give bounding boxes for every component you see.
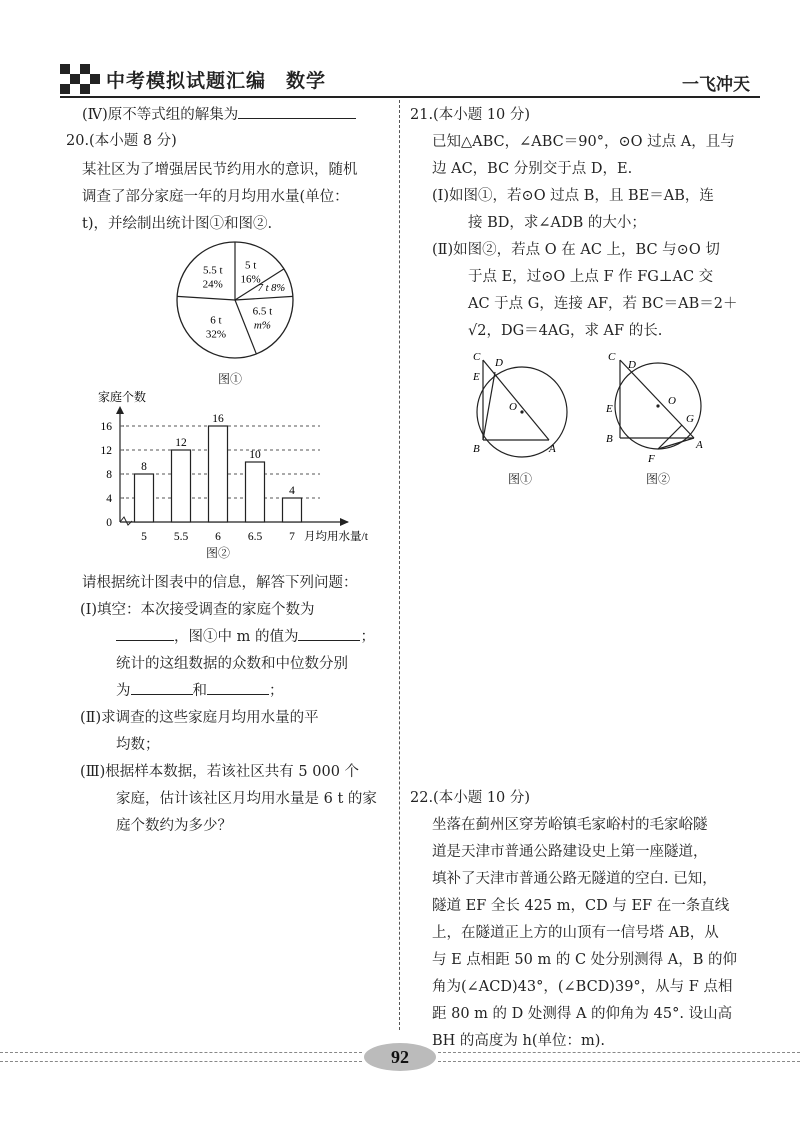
bar-value-label: 12 [175, 437, 187, 449]
q22-line-6: 与 E 点相距 50 m 的 C 处分别测得 A，B 的仰 [432, 952, 737, 968]
q20-part3-line1: (Ⅲ)根据样本数据，若该社区共有 5 000 个 [80, 764, 360, 780]
q20-part2-line2: 均数； [116, 737, 160, 753]
bar [172, 450, 191, 522]
q20-part1-wei: 为 [116, 683, 131, 699]
bar-value-label: 16 [212, 413, 224, 425]
q22-line-5: 上，在隧道正上方的山顶有一信号塔 AB，从 [432, 925, 719, 941]
bar-chart [70, 386, 400, 546]
axis-break-mark [120, 517, 132, 525]
q20-intro-1: 某社区为了增强居民节约用水的意识，随机 [82, 162, 358, 178]
q21-fig2-caption: 图② [646, 472, 671, 486]
q22-line-7: 角为(∠ACD)43°，(∠BCD)39°，从与 F 点相 [432, 979, 733, 995]
q20-prompt: 请根据统计图表中的信息，解答下列问题： [82, 575, 358, 591]
bar [283, 498, 302, 522]
x-tick-label: 5.5 [173, 531, 189, 543]
y-tick-label: 16 [100, 421, 112, 433]
fig2-caption: 图② [206, 546, 231, 560]
header-rule [60, 96, 760, 98]
q21-line-5: (Ⅱ)如图②，若点 O 在 AC 上，BC 与⊙O 切 [432, 242, 720, 258]
q19-tail-label: (Ⅳ)原不等式组的解集为 [82, 107, 239, 123]
q21-line-2: 边 AC，BC 分别交于点 D，E. [432, 161, 633, 177]
q20-part1-semicolon-a: ； [360, 629, 375, 645]
q20-part3-line3: 庭个数约为多少？ [116, 818, 232, 834]
q22-line-9: BH 的高度为 h(单位：m). [432, 1033, 606, 1049]
pie-slice-category: 6.5 t [252, 305, 273, 318]
q21-line-6: 于点 E，过⊙O 上点 F 作 FG⊥AC 交 [468, 269, 714, 285]
fig2-label-o: O [668, 395, 676, 407]
q20-part3-line2: 家庭，估计该社区月均用水量是 6 t 的家 [116, 791, 377, 807]
bar [246, 462, 265, 522]
q21-heading: 21.(本小题 10 分) [410, 107, 531, 123]
pie-slice-percent: m% [253, 319, 271, 332]
median-blank[interactable] [207, 678, 269, 695]
q22-line-1: 坐落在蓟州区穿芳峪镇毛家峪村的毛家峪隧 [432, 817, 708, 833]
q19-answer-blank[interactable] [238, 102, 356, 119]
mode-blank[interactable] [131, 678, 193, 695]
q21-line-3: (Ⅰ)如图①，若⊙O 过点 B，且 BE＝AB，连 [432, 188, 714, 204]
x-tick-label: 7 [289, 531, 295, 543]
fig1-label-e: E [473, 371, 480, 383]
column-divider [399, 100, 400, 1030]
q22-line-4: 隧道 EF 全长 425 m，CD 与 EF 在一条直线 [432, 898, 730, 914]
bar-y-axis-label: 家庭个数 [98, 390, 147, 404]
q20-part1-mid: ，图①中 m 的值为 [174, 629, 299, 645]
page-number: 92 [391, 1047, 409, 1067]
fig2-label-e: E [606, 403, 613, 415]
bar [135, 474, 154, 522]
pie-slice-category: 6 t [210, 314, 222, 327]
fig1-caption: 图① [218, 372, 243, 386]
q20-part2-line1: (Ⅱ)求调查的这些家庭月均用水量的平 [80, 710, 319, 726]
bar-value-label: 4 [289, 485, 295, 497]
geometry-figure-1 [465, 348, 575, 458]
y-tick-label: 4 [106, 493, 112, 505]
footer-band-left [0, 1052, 362, 1062]
q20-heading: 20.(本小题 8 分) [66, 133, 177, 149]
bar-x-axis-label: 月均用水量/t [304, 531, 368, 543]
y-tick-label: 12 [100, 445, 112, 457]
q20-part1-line1: (Ⅰ)填空：本次接受调查的家庭个数为 [80, 602, 315, 618]
fig1-line-ca [483, 360, 549, 440]
fig1-label-a: A [549, 443, 556, 455]
bar-value-label: 10 [249, 449, 261, 461]
bar-y-arrow [116, 406, 124, 414]
q20-part1-semicolon-b: ； [269, 683, 284, 699]
q19-tail [82, 102, 356, 129]
m-value-blank[interactable] [298, 624, 360, 641]
fig2-label-g: G [686, 413, 694, 425]
pie-slice-percent: 16% [240, 273, 261, 286]
q20-part1-he: 和 [192, 683, 207, 699]
fig2-label-b: B [606, 433, 613, 445]
bar-x-arrow [340, 518, 349, 526]
footer-band-right [438, 1052, 800, 1062]
page-number-badge [362, 1040, 438, 1074]
q21-line-1: 已知△ABC，∠ABC＝90°，⊙O 过点 A，且与 [432, 134, 735, 150]
header-title: 中考模拟试题汇编 数学 [106, 70, 327, 92]
header-series: 一飞冲天 [682, 75, 750, 95]
households-blank[interactable] [116, 624, 174, 641]
bar [209, 426, 228, 522]
fig1-label-b: B [473, 443, 480, 455]
q21-line-8: √2，DG＝4AG，求 AF 的长. [468, 323, 663, 339]
q22-line-3: 填补了天津市普通公路无隧道的空白. 已知， [432, 871, 717, 887]
fig2-label-d: D [628, 359, 636, 371]
page-header [60, 60, 760, 100]
q20-intro-3: t)，并绘制出统计图①和图②. [82, 216, 273, 232]
fig2-label-c: C [608, 351, 616, 363]
q20-part1-line3: 统计的这组数据的众数和中位数分别 [116, 656, 348, 672]
fig2-center-dot [656, 404, 659, 407]
q22-line-8: 距 80 m 的 D 处测得 A 的仰角为 45°. 设山高 [432, 1006, 733, 1022]
q22-heading: 22.(本小题 10 分) [410, 790, 531, 806]
x-tick-label: 6.5 [247, 531, 263, 543]
checker-logo [60, 64, 100, 94]
x-tick-label: 6 [215, 531, 221, 543]
x-tick-label: 5 [141, 531, 147, 543]
pie-slice-label: 7 t 8% [257, 283, 286, 295]
q20-intro-2: 调查了部分家庭一年的月均用水量(单位： [82, 189, 349, 205]
fig1-label-o: O [509, 401, 517, 413]
q20-part1-line4 [116, 678, 284, 705]
geometry-figure-2 [600, 348, 710, 468]
y-tick-label: 8 [106, 469, 112, 481]
fig2-line-ca [620, 360, 694, 438]
y-tick-label: 0 [106, 517, 112, 529]
fig1-center-dot [520, 410, 523, 413]
q21-line-4: 接 BD，求∠ADB 的大小； [468, 215, 646, 231]
bar-value-label: 8 [141, 461, 147, 473]
pie-slice-category: 5.5 t [202, 264, 223, 277]
q21-line-7: AC 于点 G，连接 AF，若 BC＝AB＝2＋ [468, 296, 738, 312]
pie-slice-percent: 32% [205, 328, 226, 341]
q22-line-2: 道是天津市普通公路建设史上第一座隧道， [432, 844, 708, 860]
fig1-label-d: D [495, 357, 503, 369]
pie-slice-category: 5 t [244, 259, 257, 272]
fig2-label-a: A [696, 439, 703, 451]
pie-slice-percent: 24% [202, 278, 223, 291]
fig1-label-c: C [473, 351, 481, 363]
pie-slice-label-group [258, 283, 286, 294]
fig2-label-f: F [648, 453, 655, 465]
pie-chart [160, 238, 310, 378]
q21-fig1-caption: 图① [508, 472, 533, 486]
q20-part1-line2 [116, 624, 375, 651]
